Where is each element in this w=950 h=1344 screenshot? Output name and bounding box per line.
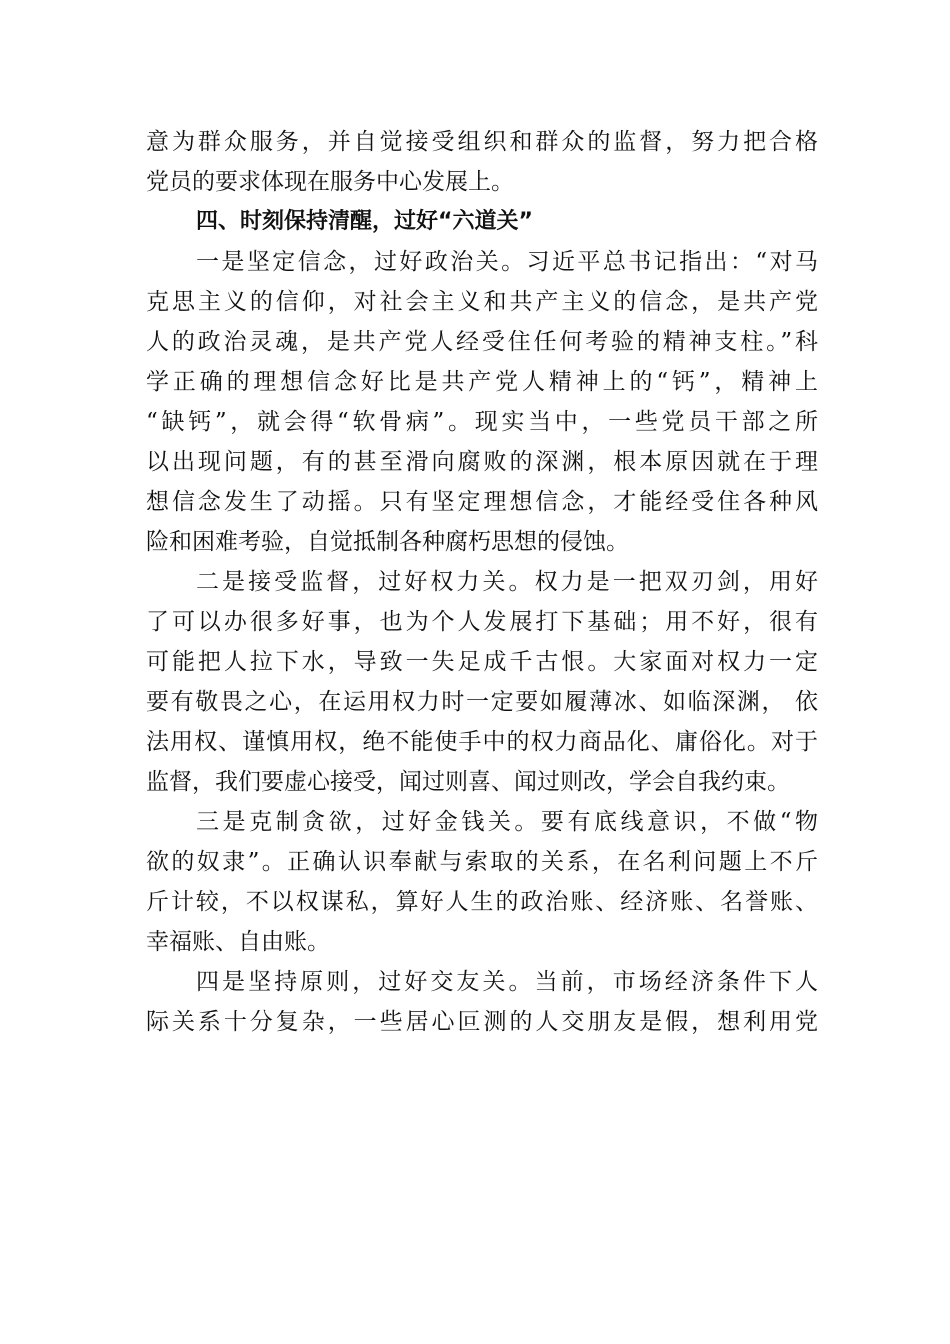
text-line: 斤计较，不以权谋私，算好人生的政治账、经济账、名誉账、 xyxy=(146,889,818,915)
text-line: 一是坚定信念，过好政治关。习近平总书记指出：“对马 xyxy=(196,249,818,275)
text-line: 人的政治灵魂，是共产党人经受住任何考验的精神支柱。”科 xyxy=(146,329,818,355)
paragraph-intro xyxy=(146,122,818,202)
document-body xyxy=(146,122,818,1042)
text-line: 克思主义的信仰，对社会主义和共产主义的信念，是共产党 xyxy=(146,289,818,315)
text-line: 欲的奴隶”。正确认识奉献与索取的关系，在名利问题上不斤 xyxy=(146,849,818,875)
text-line: 三是克制贪欲，过好金钱关。要有底线意识，不做“物 xyxy=(196,809,818,835)
text-line: 法用权、谨慎用权，绝不能使手中的权力商品化、庸俗化。对于 xyxy=(146,729,818,755)
text-line: 幸福账、自由账。 xyxy=(146,929,330,955)
paragraph-friendship xyxy=(146,962,818,1042)
text-line: 想信念发生了动摇。只有坚定理想信念，才能经受住各种风 xyxy=(146,489,818,515)
text-line: “缺钙”，就会得“软骨病”。现实当中，一些党员干部之所 xyxy=(146,409,818,435)
text-line: 险和困难考验，自觉抵制各种腐朽思想的侵蚀。 xyxy=(146,529,629,555)
text-line: 监督，我们要虚心接受，闻过则喜、闻过则改，学会自我约束。 xyxy=(146,769,790,795)
text-line: 意为群众服务，并自觉接受组织和群众的监督，努力把合格 xyxy=(146,129,818,155)
text-line: 际关系十分复杂，一些居心叵测的人交朋友是假，想利用党 xyxy=(146,1009,818,1035)
text-line: 四是坚持原则，过好交友关。当前，市场经济条件下人 xyxy=(196,969,818,995)
text-line: 要有敬畏之心，在运用权力时一定要如履薄冰、如临深渊， 依 xyxy=(146,689,818,715)
text-line: 学正确的理想信念好比是共产党人精神上的“钙”，精神上 xyxy=(146,369,818,395)
paragraph-power xyxy=(146,562,818,802)
text-line: 党员的要求体现在服务中心发展上。 xyxy=(146,169,514,195)
text-line: 以出现问题，有的甚至滑向腐败的深渊，根本原因就在于理 xyxy=(146,449,818,475)
section-heading: 四、时刻保持清醒，过好“六道关” xyxy=(196,209,533,234)
text-line: 可能把人拉下水，导致一失足成千古恨。大家面对权力一定 xyxy=(146,649,818,675)
paragraph-political xyxy=(146,242,818,562)
paragraph-money xyxy=(146,802,818,962)
text-line: 了可以办很多好事，也为个人发展打下基础；用不好，很有 xyxy=(146,609,818,635)
text-line: 二是接受监督，过好权力关。权力是一把双刃剑，用好 xyxy=(196,569,818,595)
